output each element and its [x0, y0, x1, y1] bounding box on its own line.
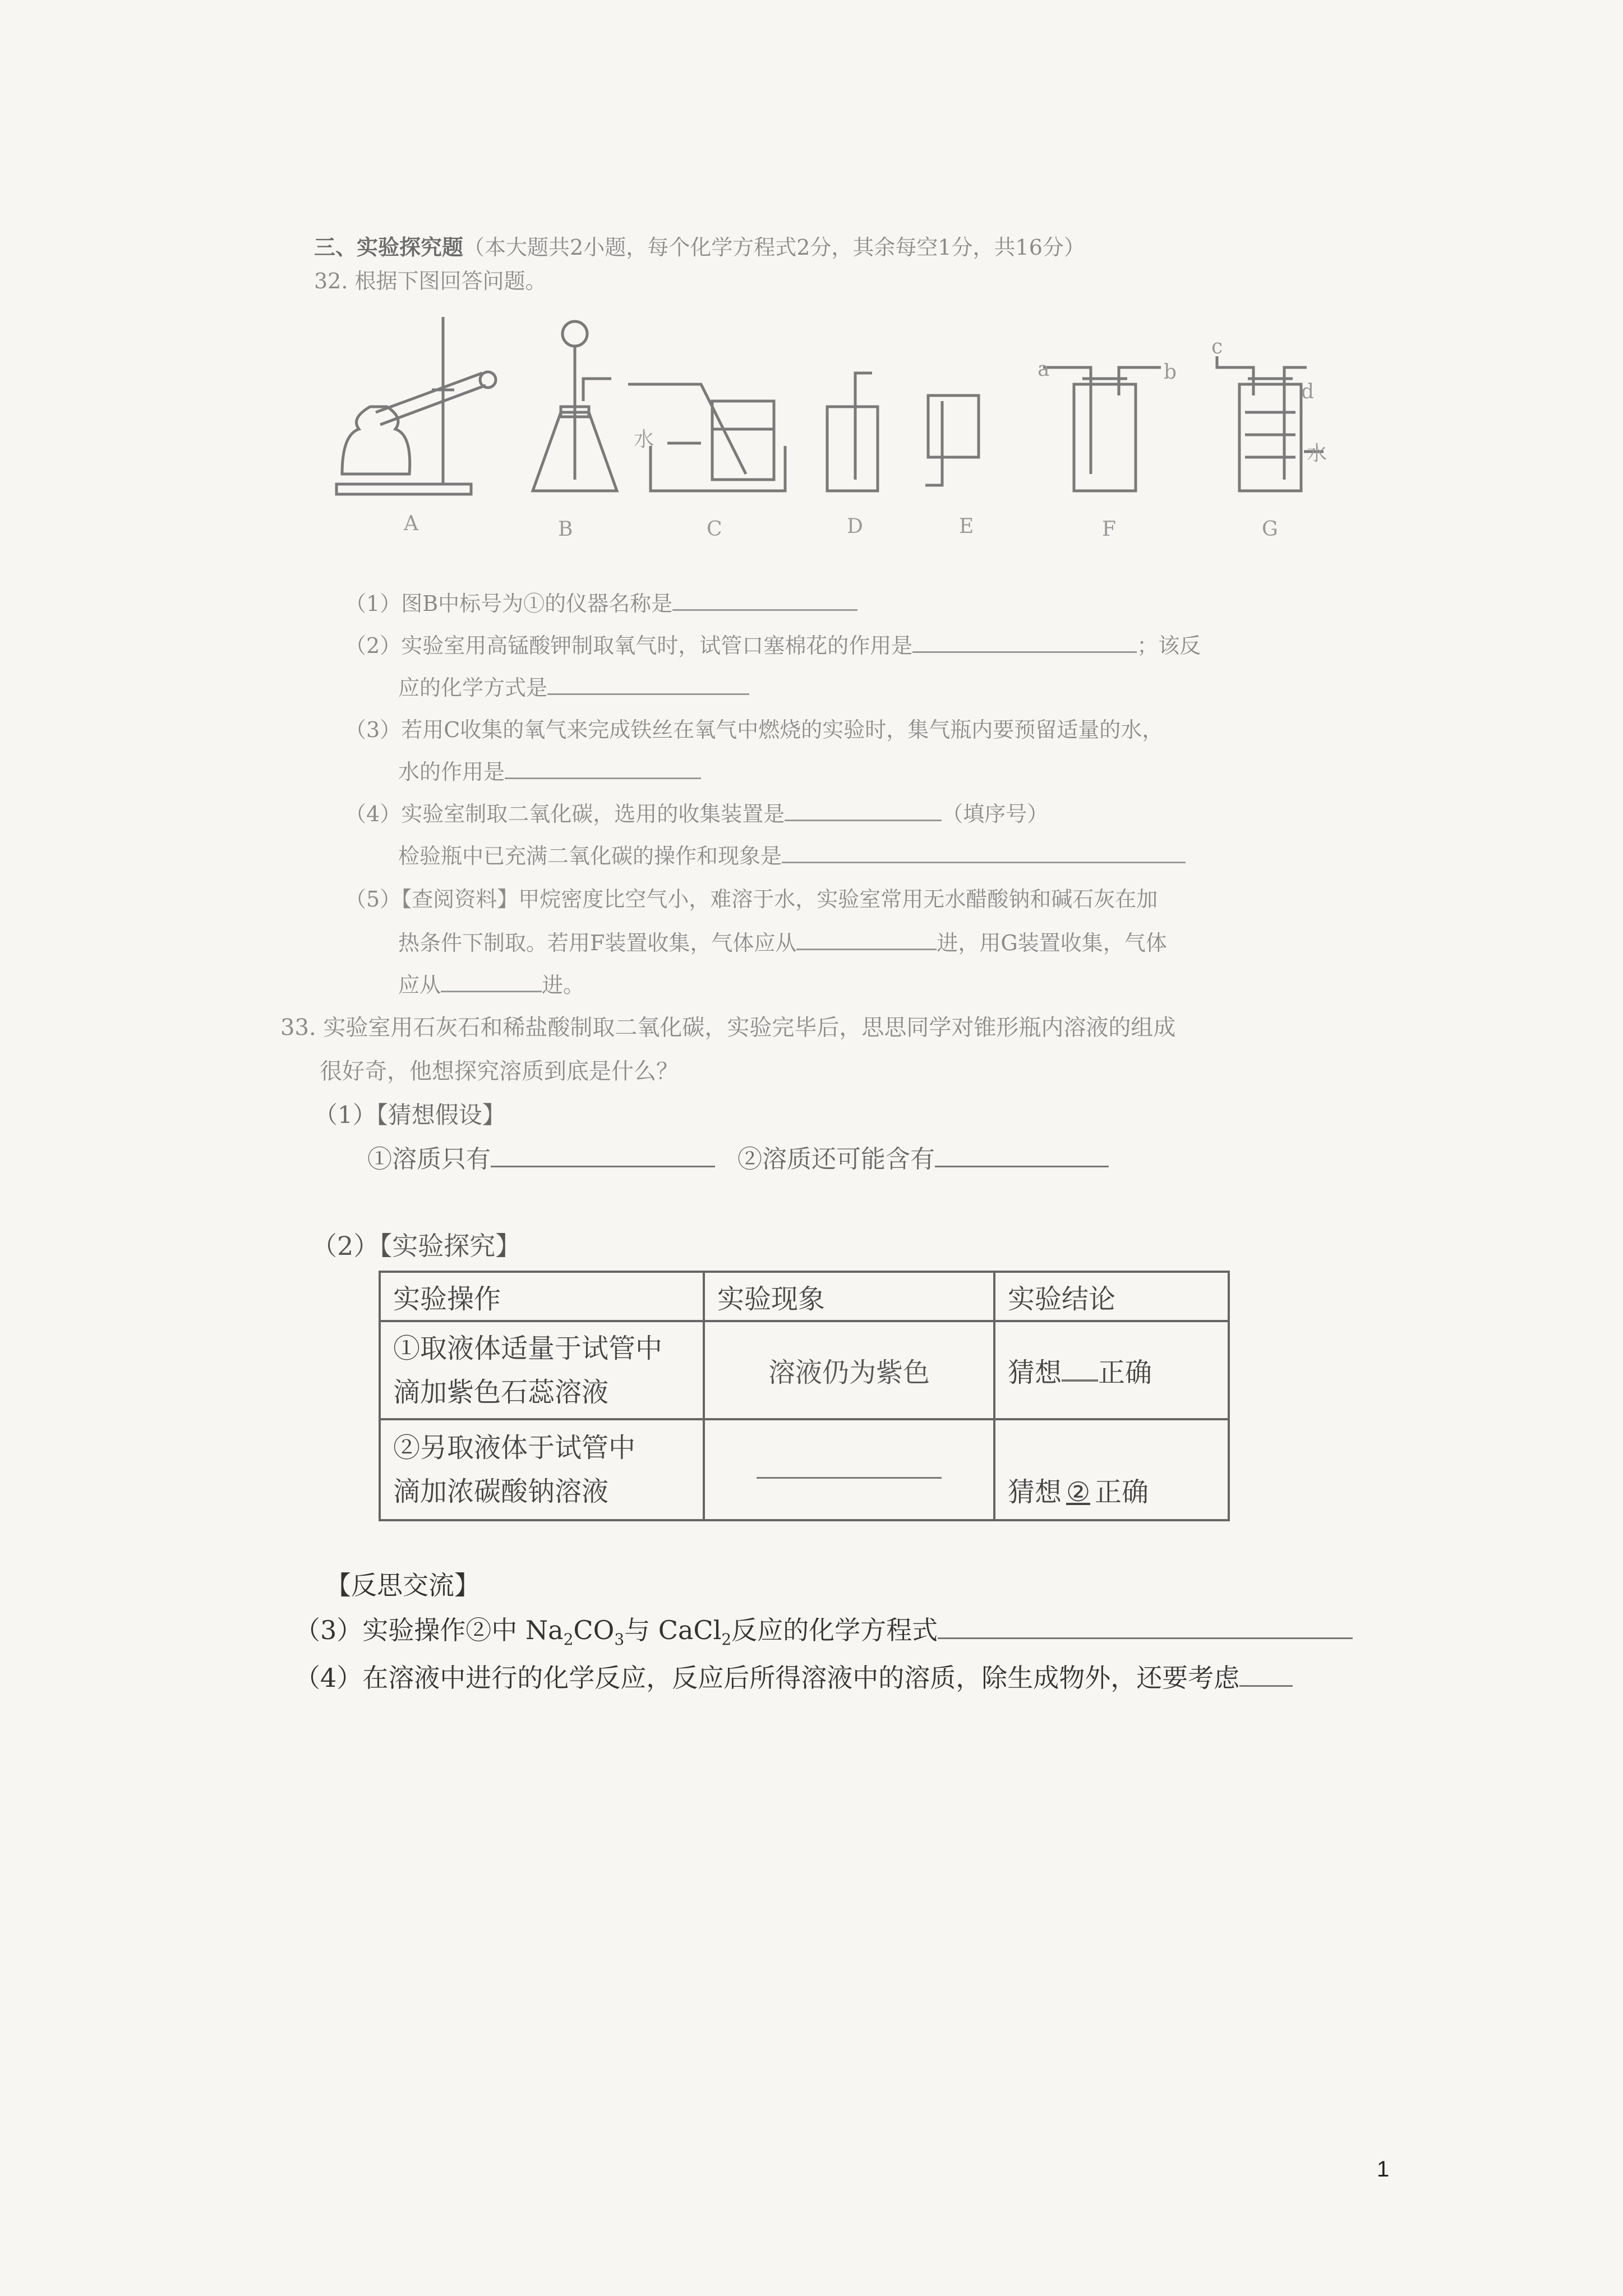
q32-item-2: （2）实验室用高锰酸钾制取氧气时，试管口塞棉花的作用是 ；该反	[345, 628, 1201, 659]
header-phenomenon: 实验现象	[704, 1272, 994, 1321]
apparatus-g	[1217, 356, 1324, 491]
answer-blank[interactable]	[757, 1455, 942, 1479]
q33-part1-title: （1）【猜想假设】	[314, 1101, 506, 1129]
answer-blank[interactable]	[796, 926, 937, 950]
table-row	[380, 1321, 1229, 1419]
q32-item-5: （5）【查阅资料】甲烷密度比空气小，难溶于水，实验室常用无水醋酸钠和碱石灰在加	[345, 887, 1158, 912]
q32-item-3-line2: 水的作用是	[398, 754, 701, 785]
filled-answer: ②	[1066, 1476, 1091, 1508]
port-c: c	[1211, 335, 1223, 358]
label-f: F	[1102, 518, 1116, 541]
operation-cell: ①取液体适量于试管中 滴加紫色石蕊溶液	[380, 1321, 704, 1419]
q32-item-4: （4）实验室制取二氧化碳，选用的收集装置是 （填序号）	[345, 797, 1048, 827]
label-d: D	[847, 515, 863, 538]
reflect-title: 【反思交流】	[325, 1570, 480, 1600]
section-note: （本大题共2小题，每个化学方程式2分，其余每空1分，共16分）	[463, 235, 1085, 260]
label-b: B	[558, 518, 573, 541]
hypothesis-1: ①溶质只有	[367, 1145, 491, 1174]
apparatus-f	[1043, 367, 1161, 491]
table-header-row	[380, 1272, 1229, 1321]
port-d: d	[1301, 380, 1315, 403]
q32-item-3: （3）若用C收集的氧气来完成铁丝在氧气中燃烧的实验时，集气瓶内要预留适量的水，	[345, 717, 1164, 742]
hypotheses-line	[367, 1139, 1109, 1175]
label-a: A	[404, 512, 418, 535]
label-e: E	[959, 515, 974, 538]
answer-blank[interactable]	[938, 1615, 1353, 1639]
water-label-g: 水	[1307, 442, 1327, 465]
section-heading-line	[314, 230, 1085, 261]
q33-part2-title: （2）【实验探究】	[311, 1231, 522, 1261]
answer-blank[interactable]	[785, 797, 942, 821]
header-operation: 实验操作	[380, 1272, 704, 1321]
apparatus-figure	[320, 306, 1340, 553]
answer-blank[interactable]	[1062, 1357, 1098, 1382]
q32-item-2-line2: 应的化学方式是	[398, 670, 749, 701]
header-conclusion: 实验结论	[994, 1272, 1229, 1321]
page-number: 1	[1377, 2157, 1390, 2182]
answer-blank[interactable]	[505, 755, 701, 779]
answer-blank[interactable]	[441, 968, 542, 992]
answer-blank[interactable]	[672, 587, 857, 611]
conclusion-cell: 猜想 ② 正确	[994, 1419, 1229, 1520]
phenomenon-cell: 溶液仍为紫色	[704, 1321, 994, 1419]
answer-blank[interactable]	[782, 839, 1186, 863]
answer-blank[interactable]	[491, 1143, 715, 1167]
apparatus-e	[925, 395, 979, 485]
apparatus-d	[827, 373, 878, 491]
operation-cell: ②另取液体于试管中 滴加浓碳酸钠溶液	[380, 1419, 704, 1520]
q33-item-4: （4）在溶液中进行的化学反应，反应后所得溶液中的溶质，除生成物外，还要考虑	[294, 1658, 1293, 1695]
answer-blank[interactable]	[547, 671, 749, 695]
answer-blank[interactable]	[935, 1143, 1109, 1167]
section-heading: 三、实验探究题	[314, 234, 464, 260]
q32-item-1: （1）图B中标号为①的仪器名称是	[345, 586, 857, 617]
q33-stem-line1: 33. 实验室用石灰石和稀盐酸制取二氧化碳，实验完毕后，思思同学对锥形瓶内溶液的组成	[280, 1015, 1176, 1041]
conclusion-cell: 猜想 正确	[994, 1321, 1229, 1419]
q33-stem-line2: 很好奇，他想探究溶质到底是什么？	[320, 1059, 679, 1084]
q32-stem: 32. 根据下图回答问题。	[314, 269, 547, 293]
port-a: a	[1038, 358, 1050, 381]
label-g: G	[1262, 518, 1278, 541]
phenomenon-cell	[704, 1419, 994, 1520]
water-label-c: 水	[634, 428, 654, 451]
apparatus-a	[336, 317, 496, 494]
apparatus-b	[533, 321, 617, 491]
label-c: C	[707, 518, 722, 541]
q32-item-4-line2: 检验瓶中已充满二氧化碳的操作和现象是	[398, 839, 1186, 869]
answer-blank[interactable]	[912, 629, 1137, 653]
table-row	[380, 1419, 1229, 1520]
hypothesis-2: ②溶质还可能含有	[737, 1145, 935, 1174]
port-b: b	[1164, 361, 1177, 384]
q33-item-3: （3）实验操作②中 $Na_2CO_3$与 CaCl$_2$反应的化学方程式	[294, 1610, 1353, 1649]
experiment-table	[379, 1271, 1230, 1521]
q32-item-5-line2: 热条件下制取。若用F装置收集，气体应从 进，用G装置收集，气体	[398, 926, 1167, 956]
answer-blank[interactable]	[1239, 1663, 1293, 1687]
q32-item-5-line3: 应从 进。	[398, 968, 584, 999]
